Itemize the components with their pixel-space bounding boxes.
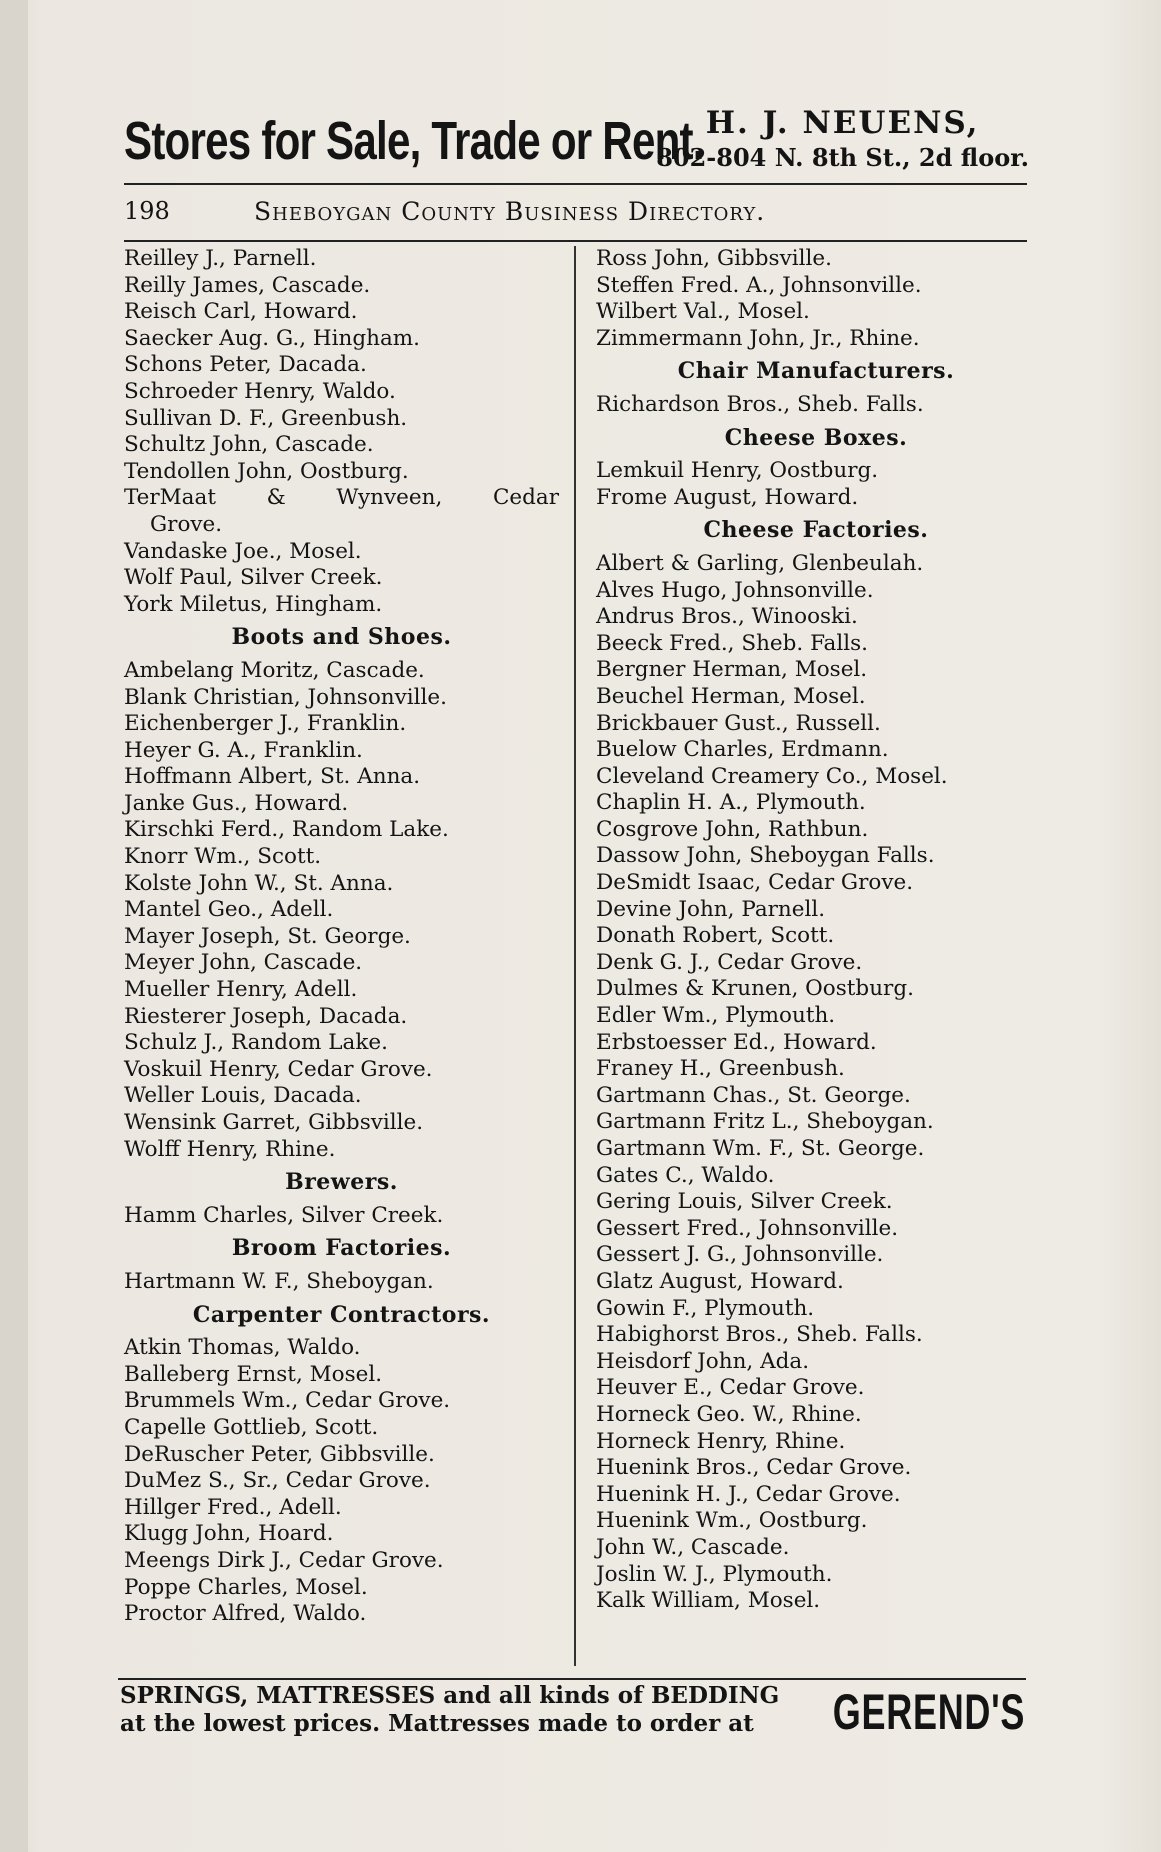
list-item: Ambelang Moritz, Cascade. (124, 657, 425, 683)
list-item: Gates C., Waldo. (596, 1162, 775, 1188)
list-item: Tendollen John, Oostburg. (124, 458, 409, 484)
list-item: DeSmidt Isaac, Cedar Grove. (596, 870, 914, 896)
list-item: Gowin F., Plymouth. (596, 1295, 815, 1321)
list-item: Wolff Henry, Rhine. (124, 1136, 336, 1162)
list-item: Schroeder Henry, Waldo. (124, 378, 396, 404)
list-item: Frome August, Howard. (596, 484, 859, 510)
list-item: Huenink H. J., Cedar Grove. (596, 1481, 901, 1507)
list-item: Chaplin H. A., Plymouth. (596, 790, 866, 816)
header-ad-advertiser (656, 105, 1029, 172)
list-item: Sullivan D. F., Greenbush. (124, 405, 408, 431)
list-item: Poppe Charles, Mosel. (124, 1574, 368, 1600)
list-item: Meyer John, Cascade. (124, 950, 363, 976)
list-item: Gartmann Wm. F., St. George. (596, 1136, 925, 1161)
list-item: DeRuscher Peter, Gibbsville. (124, 1441, 435, 1467)
list-item: Meengs Dirk J., Cedar Grove. (124, 1547, 444, 1573)
list-item: Brickbauer Gust., Russell. (596, 710, 881, 736)
list-item: Wilbert Val., Mosel. (596, 299, 810, 325)
brewers-entries (124, 1203, 559, 1230)
list-item: Reisch Carl, Howard. (124, 299, 358, 325)
cheese-boxes-entries (596, 458, 1036, 511)
list-item: Habighorst Bros., Sheb. Falls. (596, 1322, 923, 1348)
list-item: Andrus Bros., Winooski. (596, 604, 858, 630)
list-item: Klugg John, Hoard. (124, 1521, 334, 1547)
chair-entries (596, 392, 1036, 419)
list-item: Huenink Bros., Cedar Grove. (596, 1455, 912, 1481)
list-item: Gartmann Chas., St. George. (596, 1082, 911, 1108)
category-heading-cheese-factories: Cheese Factories. (703, 517, 929, 544)
list-item: Gering Louis, Silver Creek. (596, 1189, 893, 1215)
list-item: Beuchel Herman, Mosel. (596, 683, 866, 709)
list-item: Gartmann Fritz L., Sheboygan. (596, 1109, 934, 1135)
list-item: Mueller Henry, Adell. (124, 977, 358, 1003)
category-heading-carpenter-contractors: Carpenter Contractors. (192, 1301, 491, 1328)
list-item: Lemkuil Henry, Oostburg. (596, 458, 879, 484)
broom-entries (124, 1269, 559, 1296)
list-item: Buelow Charles, Erdmann. (596, 737, 889, 763)
list-item: Devine John, Parnell. (596, 896, 826, 922)
list-item: Joslin W. J., Plymouth. (596, 1561, 833, 1587)
running-title: Sheboygan County Business Directory. (254, 197, 766, 226)
list-item: Schultz John, Cascade. (124, 432, 374, 458)
list-item: Hartmann W. F., Sheboygan. (124, 1268, 434, 1294)
list-item: Steffen Fred. A., Johnsonville. (596, 272, 922, 298)
list-item: Beeck Fred., Sheb. Falls. (596, 630, 868, 656)
running-head (124, 197, 1027, 229)
list-item: Edler Wm., Plymouth. (596, 1003, 836, 1029)
list-item: Horneck Henry, Rhine. (596, 1428, 846, 1454)
list-item: Albert & Garling, Glenbeulah. (596, 550, 924, 576)
list-item: Bergner Herman, Mosel. (596, 657, 868, 683)
list-item: TerMaat & Wynveen, Cedar (124, 485, 559, 511)
list-item: Donath Robert, Scott. (596, 923, 835, 949)
list-item: Mantel Geo., Adell. (124, 897, 334, 923)
boots-entries (124, 658, 559, 1163)
list-item: Cosgrove John, Rathbun. (596, 816, 869, 842)
list-item: Reilly James, Cascade. (124, 272, 371, 298)
list-item: Heisdorf John, Ada. (596, 1348, 810, 1374)
list-item: Gessert J. G., Johnsonville. (596, 1242, 884, 1268)
right-top-entries (596, 246, 1036, 352)
list-item: Hamm Charles, Silver Creek. (124, 1202, 444, 1228)
list-item: Gessert Fred., Johnsonville. (596, 1215, 899, 1241)
header-ad-name: H. J. NEUENS, (705, 105, 980, 141)
list-item: Heyer G. A., Franklin. (124, 737, 363, 763)
list-item: DuMez S., Sr., Cedar Grove. (124, 1468, 431, 1494)
category-heading-cheese-boxes: Cheese Boxes. (724, 424, 908, 451)
list-item: Heuver E., Cedar Grove. (596, 1375, 865, 1401)
category-heading-brewers: Brewers. (285, 1169, 398, 1196)
list-item: Kirschki Ferd., Random Lake. (124, 817, 449, 843)
category-heading-boots-and-shoes: Boots and Shoes. (231, 624, 452, 651)
list-item: Wensink Garret, Gibbsville. (124, 1110, 424, 1135)
left-after-entries (124, 539, 559, 619)
list-item: Hillger Fred., Adell. (124, 1494, 342, 1520)
column-divider (574, 246, 576, 1666)
list-item: Blank Christian, Johnsonville. (124, 684, 447, 710)
list-item: Erbstoesser Ed., Howard. (596, 1029, 877, 1055)
category-heading-chair-manufacturers: Chair Manufacturers. (677, 358, 955, 385)
list-item: Weller Louis, Dacada. (124, 1083, 362, 1109)
list-item: Alves Hugo, Johnsonville. (596, 577, 874, 603)
header-ad-address: 802-804 N. 8th St., 2d floor. (656, 143, 1029, 172)
left-column (124, 246, 559, 1628)
carpenter-entries (124, 1335, 559, 1628)
list-item: Janke Gus., Howard. (124, 790, 349, 816)
footer-ad-line-2: at the lowest prices. Mattresses made to order at (120, 1710, 754, 1737)
list-item: Denk G. J., Cedar Grove. (596, 949, 863, 975)
list-item: Cleveland Creamery Co., Mosel. (596, 763, 948, 789)
list-item: John W., Cascade. (596, 1534, 790, 1560)
page-spine-shadow (0, 0, 28, 1852)
list-item: Mayer Joseph, St. George. (124, 923, 411, 949)
header-advertisement (124, 95, 1029, 180)
list-item: Knorr Wm., Scott. (124, 844, 322, 870)
list-item: Proctor Alfred, Waldo. (124, 1601, 367, 1627)
list-item: Wolf Paul, Silver Creek. (124, 565, 383, 591)
page-number: 198 (124, 197, 170, 225)
list-item: Riesterer Joseph, Dacada. (124, 1003, 408, 1029)
footer-ad-brand: GEREND'S (832, 1684, 1025, 1740)
footer-ad-line-1: SPRINGS, MATTRESSES and all kinds of BEDDING (120, 1682, 780, 1709)
list-item: Vandaske Joe., Mosel. (124, 538, 362, 564)
list-item: Voskuil Henry, Cedar Grove. (124, 1056, 433, 1082)
list-item: York Miletus, Hingham. (124, 591, 383, 617)
header-ad-slogan: Stores for Sale, Trade or Rent. (124, 111, 704, 171)
footer-rule (118, 1678, 1026, 1680)
list-item-continuation: Grove. (150, 511, 223, 537)
list-item: Huenink Wm., Oostburg. (596, 1508, 868, 1534)
list-item: Atkin Thomas, Waldo. (124, 1335, 361, 1361)
list-item: Balleberg Ernst, Mosel. (124, 1361, 383, 1387)
list-item: Brummels Wm., Cedar Grove. (124, 1388, 451, 1414)
running-head-rule (124, 240, 1027, 242)
list-item: Dassow John, Sheboygan Falls. (596, 843, 935, 869)
list-item: Dulmes & Krunen, Oostburg. (596, 976, 914, 1002)
list-item: Hoffmann Albert, St. Anna. (124, 764, 421, 790)
cheese-factories-entries (596, 551, 1036, 1615)
list-item: Kalk William, Mosel. (596, 1588, 821, 1614)
list-item: Kolste John W., St. Anna. (124, 870, 394, 896)
list-item: Horneck Geo. W., Rhine. (596, 1401, 862, 1427)
list-item: Schulz J., Random Lake. (124, 1030, 388, 1056)
right-column (596, 246, 1036, 1615)
category-heading-broom-factories: Broom Factories. (231, 1235, 452, 1262)
list-item: Ross John, Gibbsville. (596, 246, 832, 271)
list-item: Richardson Bros., Sheb. Falls. (596, 391, 924, 417)
list-item: Capelle Gottlieb, Scott. (124, 1414, 379, 1440)
header-rule (124, 183, 1027, 185)
list-item: Reilley J., Parnell. (124, 246, 317, 271)
list-item: Glatz August, Howard. (596, 1268, 844, 1294)
list-item: Franey H., Greenbush. (596, 1056, 845, 1082)
list-item: Schons Peter, Dacada. (124, 352, 367, 378)
list-item: Saecker Aug. G., Hingham. (124, 325, 421, 351)
left-top-entries (124, 246, 559, 485)
list-item: Eichenberger J., Franklin. (124, 711, 407, 737)
footer-advertisement-text (120, 1682, 779, 1738)
list-item: Zimmermann John, Jr., Rhine. (596, 325, 920, 351)
